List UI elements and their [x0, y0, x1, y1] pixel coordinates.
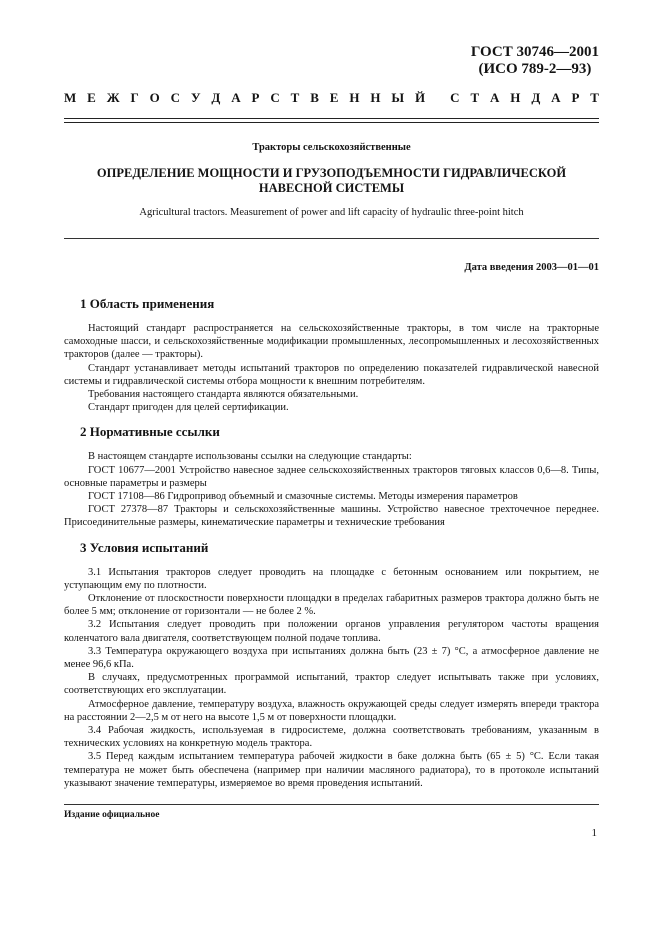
- banner-letter: Й: [415, 90, 426, 105]
- paragraph: Стандарт устанавливает методы испытаний тракторов по определению показателей гидравлической навесной системы и гидравлической системы отбора мощности к внешним потребителям.: [64, 362, 599, 387]
- paragraph: ГОСТ 17108—86 Гидропривод объемный и смазочные системы. Методы измерения параметров: [88, 491, 518, 503]
- section-scope: [64, 296, 599, 414]
- document-title: [64, 166, 599, 196]
- banner-letter: Н: [510, 90, 521, 105]
- banner-letter: Г: [130, 90, 139, 105]
- paragraph: 3.4 Рабочая жидкость, используемая в гидросистеме, должна соответствовать требованиям, указанным в технических условиях на конкретную модель трактора.: [64, 725, 599, 750]
- banner-letter: Е: [87, 90, 96, 105]
- banner-letter: Д: [211, 90, 221, 105]
- banner-letter: Е: [329, 90, 339, 105]
- banner-letter: Р: [571, 90, 580, 105]
- title-rule: [64, 238, 599, 239]
- banner-letter: У: [190, 90, 201, 105]
- document-body: [64, 290, 599, 800]
- paragraph: ГОСТ 27378—87 Тракторы и сельскохозяйственные машины. Устройство навесное трехточечное переднее. Присоединительные размеры, кинематические параметры и технические требования: [64, 504, 599, 529]
- title-line: ОПРЕДЕЛЕНИЕ МОЩНОСТИ И ГРУЗОПОДЪЕМНОСТИ ГИДРАВЛИЧЕСКОЙ: [96, 166, 567, 180]
- banner-letter: А: [231, 90, 241, 105]
- banner-letter: А: [551, 90, 561, 105]
- paragraph: Атмосферное давление, температуру воздуха, влажность окружающей среды следует измерять впереди трактора на расстоянии 2—2,5 м от него на высоте 1,5 м от поверхности площадки.: [64, 698, 599, 723]
- paragraph: В настоящем стандарте использованы ссылки на следующие стандарты:: [88, 451, 412, 463]
- interstate-standard-banner: [64, 90, 599, 106]
- header-rule-thin: [64, 122, 599, 123]
- paragraph: 3.3 Температура окружающего воздуха при испытаниях должна быть (23 ± 7) °С, а атмосферное давление не менее 96,6 кПа.: [64, 645, 599, 671]
- paragraph: 3.5 Перед каждым испытанием температура рабочей жидкости в баке должна быть (65 ± 5) °С. Если такая температура не может быть обеспечена (например при наличии масляного радиатора), то в протоколе испытаний указывают значение температуры, измеряемое во время проведения испытаний.: [64, 751, 599, 789]
- paragraph: 3.1 Испытания тракторов следует проводить на площадке с бетонным основанием или покрытием, не уступающим ему по плотности.: [64, 566, 599, 591]
- standard-number-block: [471, 44, 599, 78]
- header-rule: [64, 118, 599, 119]
- banner-letter: Ы: [391, 90, 405, 105]
- paragraph: В случаях, предусмотренных программой испытаний, трактор следует испытывать также при условиях, соответствующих его эксплуатации.: [64, 672, 599, 697]
- section-heading: 1 Область применения: [80, 296, 215, 311]
- iso-number: (ИСО 789-2—93): [478, 61, 592, 77]
- paragraph: Требования настоящего стандарта являются обязательными.: [88, 389, 359, 401]
- official-edition-label: Издание официальное: [64, 810, 160, 820]
- footer-rule: [64, 804, 599, 805]
- banner-letter: С: [170, 90, 181, 105]
- banner-letter: А: [490, 90, 500, 105]
- banner-letter: О: [149, 90, 160, 105]
- banner-letter: С: [450, 90, 460, 105]
- banner-letter: Т: [590, 90, 599, 105]
- page-number: 1: [591, 827, 597, 839]
- paragraph: Отклонение от плоскостности поверхности площадки в пределах габаритных размеров трактора должно быть не более 5 мм; отклонение от горизонтали — не более 2 %.: [64, 593, 599, 618]
- banner-letter: Р: [251, 90, 260, 105]
- section-normative-references: [64, 424, 599, 529]
- section-heading: 3 Условия испытаний: [80, 539, 209, 555]
- introduction-date: Дата введения 2003—01—01: [464, 262, 599, 273]
- banner-letter: Т: [290, 90, 300, 105]
- banner-letter: Д: [531, 90, 541, 105]
- banner-letter: Т: [470, 90, 480, 105]
- banner-gap: [436, 90, 439, 106]
- paragraph: Стандарт пригоден для целей сертификации.: [88, 402, 289, 414]
- paragraph: 3.2 Испытания следует проводить при положении органов управления регулятором частоты вращения коленчатого вала двигателя, соответствующем полной подаче топлива.: [64, 619, 599, 644]
- banner-letter: М: [64, 90, 77, 105]
- banner-letter: Ж: [106, 90, 120, 105]
- section-heading: 2 Нормативные ссылки: [80, 424, 220, 440]
- title-line: НАВЕСНОЙ СИСТЕМЫ: [258, 181, 405, 195]
- banner-letter: Н: [349, 90, 360, 105]
- banner-letter: В: [310, 90, 319, 105]
- banner-letter: Н: [370, 90, 381, 105]
- section-test-conditions: [64, 540, 599, 790]
- banner-letter: С: [270, 90, 280, 105]
- document-subject: Тракторы сельскохозяйственные: [252, 142, 411, 153]
- standard-number: ГОСТ 30746—2001: [470, 44, 599, 60]
- paragraph: Настоящий стандарт распространяется на сельскохозяйственные тракторы, в том числе на тракторные самоходные шасси, и сельскохозяйственные модификации промышленных, лесопромышленных и лесохозяйственных тракторов (далее — тракторы).: [64, 323, 599, 361]
- paragraph: ГОСТ 10677—2001 Устройство навесное заднее сельскохозяйственных тракторов тяговых классов 0,6—8. Типы, основные параметры и размеры: [64, 464, 599, 489]
- document-title-english: Agricultural tractors. Measurement of power and lift capacity of hydraulic three-point hitch: [139, 207, 524, 218]
